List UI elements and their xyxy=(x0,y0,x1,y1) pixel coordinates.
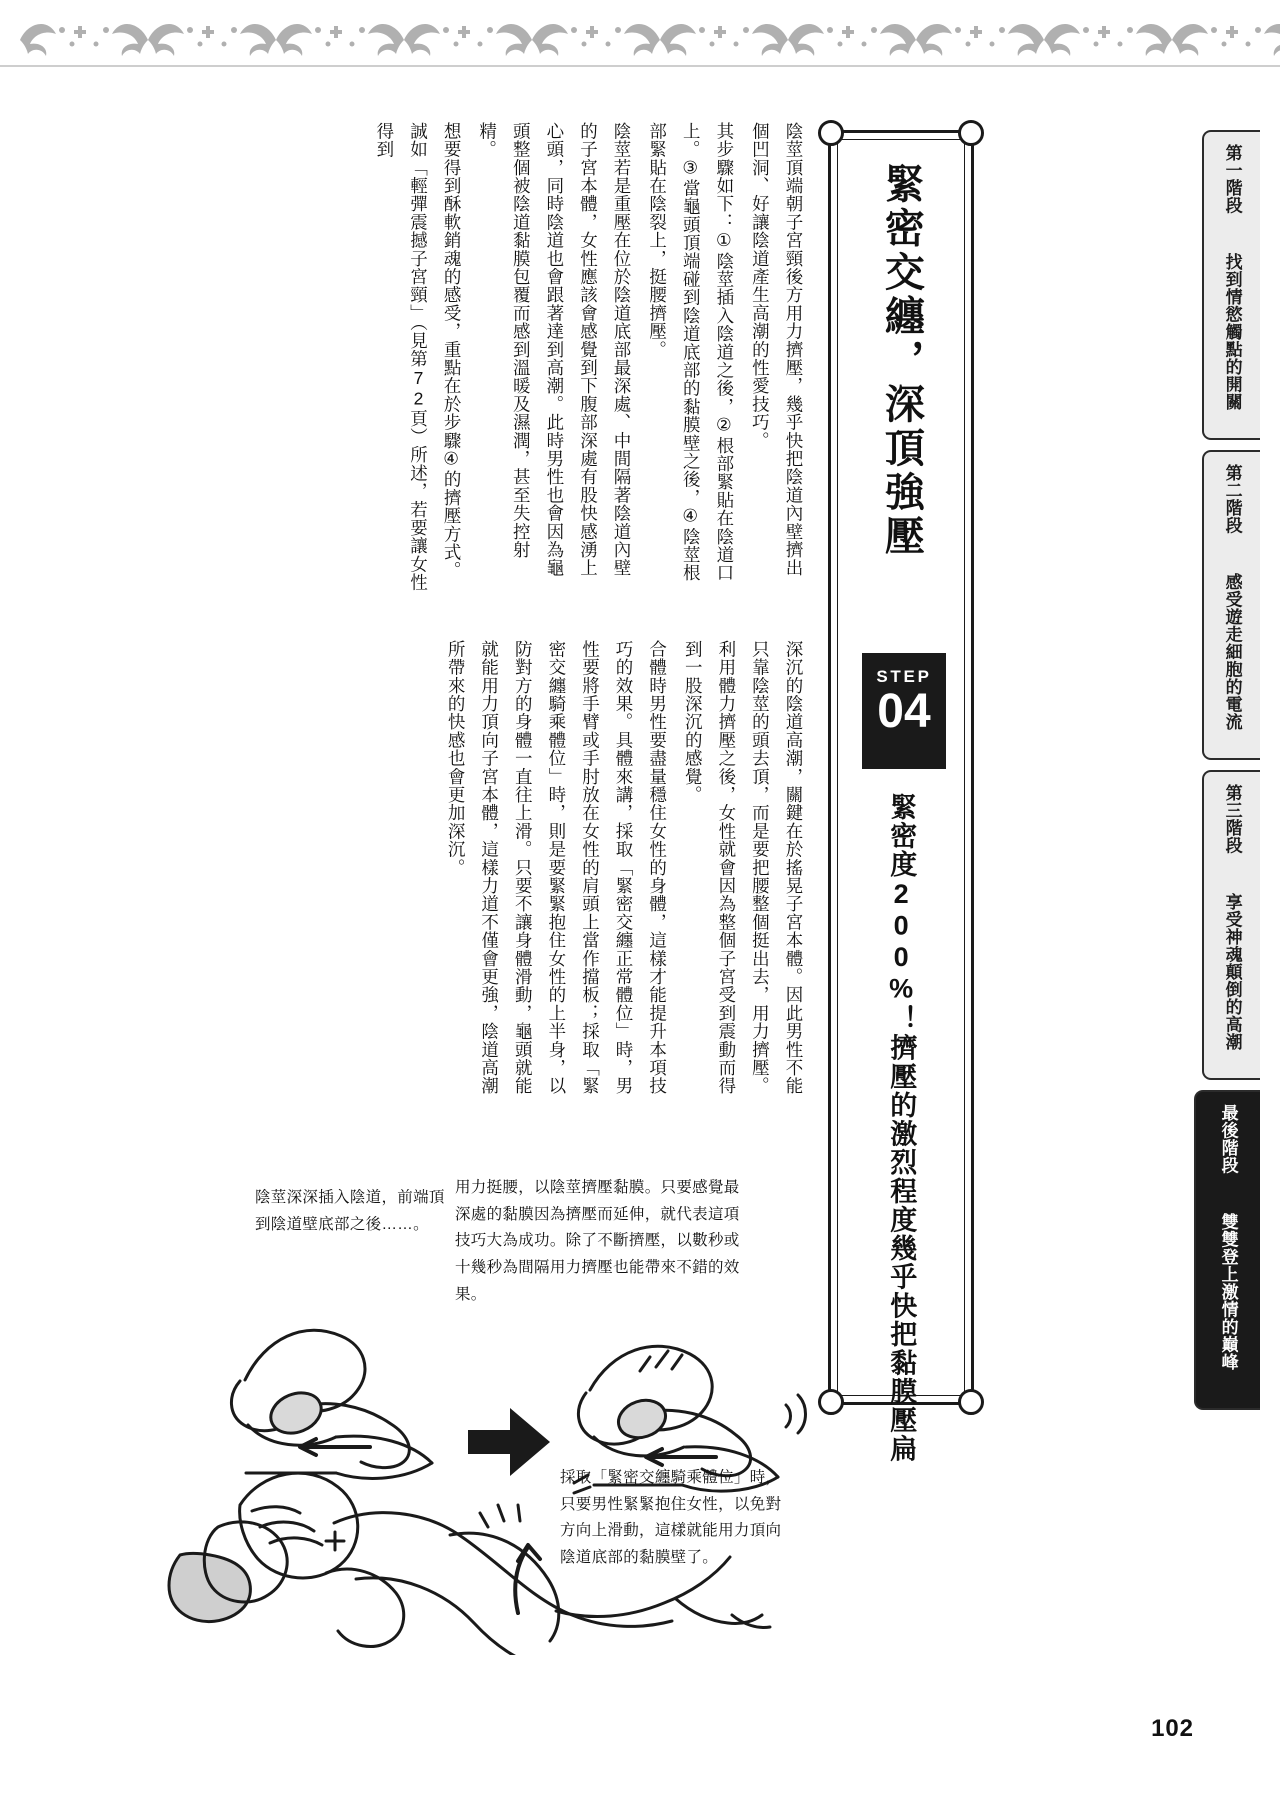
page-title-text: 緊密交纏，深頂強壓 xyxy=(879,163,925,559)
sidebar-tab-stage-2[interactable] xyxy=(1202,450,1260,760)
frame-corner-ornament xyxy=(818,120,844,146)
body-text-lower xyxy=(190,640,810,1160)
page-number: 102 xyxy=(1151,1715,1194,1742)
step-badge xyxy=(862,653,946,769)
step-badge-label: STEP xyxy=(876,667,932,686)
paragraph: 陰莖若是重壓在位於陰道底部最深處、中間隔著陰道內壁的子宮本體，女性應該會感覺到下腹部深處有股快感湧上心頭，同時陰道也會跟著達到高潮。此時男性也會因為龜頭整個被陰道黏膜包覆而感到溫暖及濕潤，甚至失控射精。 xyxy=(477,122,633,577)
sidebar-tab-label: 第一階段 找到情慾觸點的開關 xyxy=(1222,144,1242,411)
body-text-upper xyxy=(120,122,810,622)
paragraph: 合體時男性要盡量穩住女性的身體，這樣才能提升本項技巧的效果。具體來講，採取「緊密交纏正常體位」時，男性要將手臂或手肘放在女性的肩頭上當作擋板；採取「緊密交纏騎乘體位」時，則是要緊緊抱住女性的上半身，以防對方的身體一直往上滑。只要不讓身體滑動，龜頭就能就能用力頂向子宮本體，這樣力道不僅會更強，陰道高潮所帶來的快感也會更加深沉。 xyxy=(446,640,668,1095)
page-subtitle-text: 緊密度200%！擠壓的激烈程度幾乎快把黏膜壓扁 xyxy=(886,793,917,1464)
process-arrow-icon xyxy=(468,1408,550,1476)
sidebar-tab-final-stage[interactable] xyxy=(1194,1090,1260,1410)
paragraph: 想要得到酥軟銷魂的感受，重點在於步驟④的擠壓方式。誠如「輕彈震撼子宮頸」（見第72頁）所述，若要讓女性得到 xyxy=(374,122,463,592)
callout-bottom: 採取「緊密交纏騎乘體位」時，只要男性緊緊抱住女性，以免對方向上滑動，這樣就能用力頂向陰道底部的黏膜壁了。 xyxy=(560,1469,782,1566)
page-title xyxy=(831,163,971,559)
sidebar-tab-label: 第二階段 感受遊走細胞的電流 xyxy=(1222,464,1242,731)
callout-top: 用力挺腰，以陰莖擠壓黏膜。只要感覺最深處的黏膜因為擠壓而延伸，就代表這項技巧大為成功。除了不斷擠壓，以數秒或十幾秒為間隔用力擠壓也能帶來不錯的效果。 xyxy=(455,1179,740,1303)
section-title-frame xyxy=(828,130,974,1464)
decorative-top-border xyxy=(0,0,1280,88)
step-badge-number: 04 xyxy=(877,685,931,738)
frame-corner-ornament xyxy=(958,120,984,146)
page-subtitle xyxy=(831,793,971,1463)
sidebar-tab-stage-1[interactable] xyxy=(1202,130,1260,440)
paragraph: 深沉的陰道高潮，關鍵在於搖晃子宮本體。因此男性不能只靠陰莖的頭去頂，而是要把腰整個挺出去，用力擠壓。利用體力擠壓之後，女性就會因為整個子宮受到震動而得到一股深沉的感覺。 xyxy=(683,640,804,1095)
paragraph: 陰莖頂端朝子宮頸後方用力擠壓，幾乎快把陰道內壁擠出個凹洞、好讓陰道產生高潮的性愛技巧。 xyxy=(750,122,804,577)
chapter-index-tabs xyxy=(1180,130,1280,1420)
paragraph: 其步驟如下：①陰莖插入陰道之後，②根部緊貼在陰道口上。③當龜頭頂端碰到陰道底部的黏膜壁之後，④陰莖根部緊貼在陰裂上，挺腰擠壓。 xyxy=(647,122,735,582)
sidebar-tab-label: 最後階段 雙雙登上激情的巔峰 xyxy=(1218,1104,1238,1371)
illustration-area xyxy=(120,1175,820,1665)
callout-left: 陰莖深深插入陰道，前端頂到陰道壁底部之後……。 xyxy=(255,1189,445,1233)
sidebar-tab-stage-3[interactable] xyxy=(1202,770,1260,1080)
sidebar-tab-label: 第三階段 享受神魂顛倒的高潮 xyxy=(1222,784,1242,1051)
